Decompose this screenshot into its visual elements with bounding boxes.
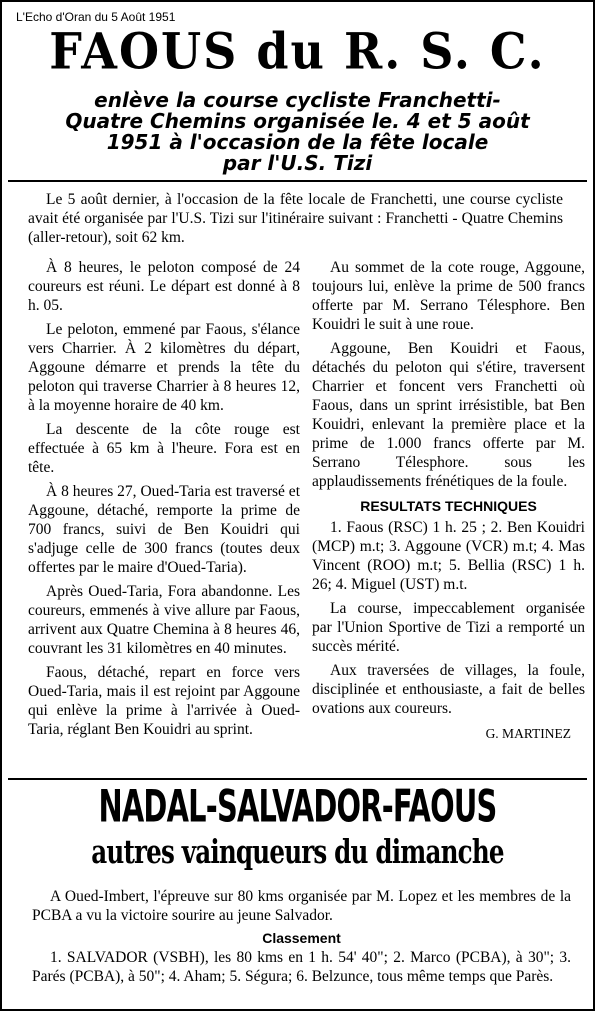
results-heading: RESULTATS TECHNIQUES	[360, 498, 537, 514]
second-article-body	[32, 887, 571, 986]
newspaper-source: L'Echo d'Oran du 5 Août 1951	[16, 10, 176, 24]
subheadline-line: 1951 à l'occasion de la fête locale	[106, 130, 489, 154]
paragraph: Aux traversées de villages, la foule, disciplinée et enthousiaste, a fait de belles ovations aux coureurs.	[312, 662, 585, 717]
right-column	[312, 258, 585, 743]
classement-text: 1. SALVADOR (VSBH), les 80 kms en 1 h. 54' 40"; 2. Marco (PCBA), à 30"; 3. Parés (PCBA), à 50"; 4. Aham; 5. Ségura; 6. Belzunce, tous même temps que Parès.	[32, 949, 571, 985]
paragraph: La course, impeccablement organisée par l'Union Sportive de Tizi a remporté un succès mérité.	[312, 600, 585, 655]
paragraph: La descente de la côte rouge est effectuée à 65 km à l'heure. Fora est en tête.	[28, 421, 300, 476]
paragraph: Au sommet de la cote rouge, Aggoune, toujours lui, enlève la prime de 500 francs offerte par M. Serrano Télesphore. Ben Kouidri le suit à une roue.	[312, 259, 585, 333]
subheadline-line: Quatre Chemins organisée le. 4 et 5 août	[65, 109, 530, 133]
paragraph: Faous, détaché, repart en force vers Oued-Taria, mais il est rejoint par Aggoune qui enlève la prime à l'arrivée à Oued-Taria, réglant Ben Kouidri au sprint.	[28, 664, 300, 738]
paragraph: Le peloton, emmené par Faous, s'élance vers Charrier. À 2 kilomètres du départ, Aggoune démarre et prends la tête du peloton qui traverse Charrier à 8 heures 12, à la moyenne horaire de 40 km.	[28, 321, 300, 414]
left-column	[28, 258, 300, 744]
paragraph: À 8 heures, le peloton composé de 24 coureurs est réuni. Le départ est donné à 8 h. 05.	[28, 259, 300, 314]
results-text: 1. Faous (RSC) 1 h. 25 ; 2. Ben Kouidri (MCP) m.t; 3. Aggoune (VCR) m.t; 4. Mas Vincent (ROO) m.t; 5. Bellia (RSC) 1 h. 26; 4. Miguel (UST) m.t.	[312, 519, 585, 593]
paragraph: Après Oued-Taria, Fora abandonne. Les coureurs, emmenés à vive allure par Faous, arrivent aux Quatre Chemina à 8 heures 46, couvrant les 31 kilomètres en 40 minutes.	[28, 583, 300, 657]
divider	[8, 778, 587, 780]
divider	[8, 180, 587, 182]
classement-heading: Classement	[262, 930, 341, 946]
subheadline-line: enlève la course cycliste Franchetti-	[94, 88, 501, 112]
subheadline-line: par l'U.S. Tizi	[222, 151, 373, 175]
article-subheadline	[2, 90, 593, 174]
paragraph: A Oued-Imbert, l'épreuve sur 80 kms organisée par M. Lopez et les membres de la PCBA a vu la victoire sourire au jeune Salvador.	[32, 888, 571, 924]
paragraph: À 8 heures 27, Oued-Taria est traversé et Aggoune, détaché, remporte la prime de 700 francs, suivi de Ben Kouidri qui s'adjuge celle de 300 francs (toutes deux offertes par le maire d'Oued-Taria).	[28, 483, 300, 576]
intro-paragraph: Le 5 août dernier, à l'occasion de la fête locale de Franchetti, une course cycliste avait été organisée par l'U.S. Tizi sur l'itinéraire suivant : Franchetti - Quatre Chemins (aller-retour), soit 62 km.	[28, 191, 563, 246]
article-headline: FAOUS du R. S. C.	[49, 21, 546, 81]
article-intro	[28, 190, 563, 247]
author-signature: G. MARTINEZ	[485, 726, 571, 741]
paragraph: Aggoune, Ben Kouidri et Faous, détachés du peloton qui s'étire, traversent Charrier et foncent vers Franchetti où Faous, dans un sprint irrésistible, bat Ben Kouidri, enlevant la première place et la prime de 1.000 francs offerte par M. Serrano Télesphore. sous les applaudissements frénétiques de la foule.	[312, 340, 585, 490]
second-article-subheadline: autres vainqueurs du dimanche	[91, 833, 504, 872]
second-article-headline: NADAL-SALVADOR-FAOUS	[98, 780, 497, 833]
